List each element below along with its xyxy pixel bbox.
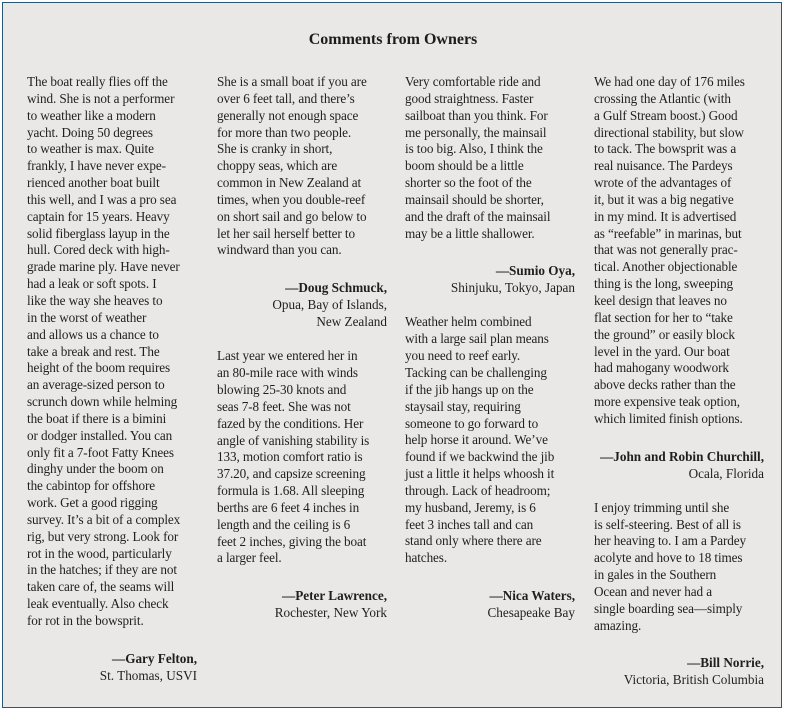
attribution xyxy=(405,262,575,296)
comment-line: found if we backwind the jib xyxy=(405,449,555,465)
attribution xyxy=(27,650,197,684)
owner-location: New Zealand xyxy=(316,314,387,330)
comment-line: rienced another boat built xyxy=(27,175,160,191)
comment-line: sailboat than you think. For xyxy=(405,107,548,123)
comment-line: crossing the Atlantic (with xyxy=(594,90,731,106)
comment-line: survey. It’s a bit of a complex xyxy=(27,511,181,527)
comment-line: you need to reef early. xyxy=(405,348,521,364)
comment-line: captain for 15 years. Heavy xyxy=(27,208,170,224)
comment-line: level in the yard. Our boat xyxy=(594,343,730,359)
comment-line: I enjoy trimming until she xyxy=(594,499,730,515)
comment-text xyxy=(217,348,387,567)
comment-line: amazing. xyxy=(594,617,642,633)
comment-line: height of the boom requires xyxy=(27,360,171,376)
comment-line: feet 2 inches, giving the boat xyxy=(217,533,367,549)
comment-line: times, when you double-reef xyxy=(217,191,366,207)
owner-location: Victoria, British Columbia xyxy=(623,672,764,688)
comment-line: had a leak or soft spots. I xyxy=(27,276,157,292)
comment-line: Ocean and never had a xyxy=(594,583,712,599)
comment-line: the cabintop for offshore xyxy=(27,478,155,494)
comment-line: generally not enough space xyxy=(217,107,359,123)
comment-line: that was not generally prac- xyxy=(594,242,738,258)
column-4 xyxy=(594,74,764,688)
comment-line: my husband, Jeremy, is 6 xyxy=(405,499,536,515)
owner-comment xyxy=(217,74,387,330)
owner-comment xyxy=(594,500,764,689)
owner-comment xyxy=(27,74,197,684)
owner-name: —Gary Felton, xyxy=(112,650,197,666)
comment-line: above decks rather than the xyxy=(594,377,736,393)
comment-line: seas 7-8 feet. She was not xyxy=(217,398,351,414)
attribution xyxy=(405,587,575,621)
comment-line: flat section for her to “take xyxy=(594,309,733,325)
owner-comment xyxy=(217,348,387,621)
comment-line: tical. Another objectionable xyxy=(594,259,738,275)
owner-location: Opua, Bay of Islands, xyxy=(272,297,387,313)
owner-location: Ocala, Florida xyxy=(688,465,764,481)
comment-spacer xyxy=(594,482,764,500)
owner-comment xyxy=(594,74,764,482)
comment-line: length and the ceiling is 6 xyxy=(217,516,351,532)
comment-line: keel design that leaves no xyxy=(594,292,727,308)
comment-line: She is a small boat if you are xyxy=(217,74,367,89)
column-3 xyxy=(405,74,575,621)
comment-line: which limited finish options. xyxy=(594,410,743,426)
comment-line: to weather is max. Quite xyxy=(27,141,154,157)
comment-line: an 80-mile race with winds xyxy=(217,365,358,381)
comment-line: if the jib hangs up on the xyxy=(405,381,534,397)
comment-line: let her sail herself better to xyxy=(217,225,355,241)
owner-location: Chesapeake Bay xyxy=(487,605,575,621)
owner-location: Rochester, New York xyxy=(274,605,387,621)
comment-line: shorter so the foot of the xyxy=(405,175,532,191)
comment-line: for rot in the bowsprit. xyxy=(27,613,144,628)
comment-line: boom should be a little xyxy=(405,158,524,174)
comment-line: common in New Zealand at xyxy=(217,175,362,191)
owner-location: St. Thomas, USVI xyxy=(99,667,197,683)
owner-location: Shinjuku, Tokyo, Japan xyxy=(450,280,575,296)
comment-text xyxy=(594,500,764,635)
column-1 xyxy=(27,74,197,684)
comment-line: feet 3 inches tall and can xyxy=(405,516,534,532)
comment-line: in gales in the Southern xyxy=(594,567,717,583)
comment-line: an average-sized person to xyxy=(27,377,165,393)
comment-spacer xyxy=(217,330,387,348)
comment-line: solid fiberglass layup in the xyxy=(27,225,170,241)
comment-line: single boarding sea—simply xyxy=(594,600,743,616)
comment-line: it, but it was a big negative xyxy=(594,191,734,207)
comment-line: angle of vanishing stability is xyxy=(217,432,370,448)
comment-line: as “reefable” in marinas, but xyxy=(594,225,742,241)
comment-line: The boat really flies off the xyxy=(27,74,168,89)
comment-line: hull. Cored deck with high- xyxy=(27,242,170,258)
comment-line: rot in the wood, particularly xyxy=(27,545,172,561)
owner-name: —Nica Waters, xyxy=(489,588,575,604)
comment-line: 37.20, and capsize screening xyxy=(217,466,366,482)
owner-name: —John and Robin Churchill, xyxy=(600,448,764,464)
comment-line: just a little it helps whoosh it xyxy=(405,466,555,482)
comment-line: hatches. xyxy=(405,550,448,566)
comment-line: wind. She is not a performer xyxy=(27,90,175,106)
owner-comment xyxy=(405,74,575,296)
owner-name: —Peter Lawrence, xyxy=(282,588,387,604)
comment-line: wrote of the advantages of xyxy=(594,175,732,191)
comment-line: leak eventually. Also check xyxy=(27,596,169,612)
comment-line: her heaving to. I am a Pardey xyxy=(594,533,746,549)
comment-line: scrunch down while helming xyxy=(27,394,178,410)
comment-line: Last year we entered her in xyxy=(217,348,358,364)
comment-line: mainsail should be shorter, xyxy=(405,191,544,207)
owner-comment xyxy=(405,314,575,621)
comment-line: or dodger installed. You can xyxy=(27,427,173,443)
section-title: Comments from Owners xyxy=(308,31,478,48)
comment-line: Tacking can be challenging xyxy=(405,364,547,380)
comment-line: like the way she heaves to xyxy=(27,292,163,308)
comment-line: more expensive teak option, xyxy=(594,394,740,410)
comment-line: over 6 feet tall, and there’s xyxy=(217,90,355,106)
comment-line: 133, motion comfort ratio is xyxy=(217,449,363,465)
comment-text xyxy=(405,74,575,242)
comment-text xyxy=(594,74,764,428)
comment-line: Very comfortable ride and xyxy=(405,74,541,89)
comment-line: a Gulf Stream boost.) Good xyxy=(594,107,738,123)
comment-line: formula is 1.68. All sleeping xyxy=(217,483,365,499)
comment-line: with a large sail plan means xyxy=(405,331,549,347)
comment-spacer xyxy=(405,296,575,314)
comment-line: taken care of, the seams will xyxy=(27,579,175,595)
comment-line: for more than two people. xyxy=(217,124,352,140)
comment-line: in the worst of weather xyxy=(27,309,147,325)
comment-text xyxy=(405,314,575,567)
comment-line: me personally, the mainsail xyxy=(405,124,547,140)
attribution xyxy=(217,587,387,621)
comment-line: fazed by the conditions. Her xyxy=(217,415,364,431)
owner-name: —Bill Norrie, xyxy=(687,655,764,671)
comment-line: the boat if there is a bimini xyxy=(27,410,167,426)
comment-line: and the draft of the mainsail xyxy=(405,208,551,224)
comment-line: to weather like a modern xyxy=(27,107,156,123)
comment-line: in my mind. It is advertised xyxy=(594,208,737,224)
comment-line: in the hatches; if they are not xyxy=(27,562,177,578)
comment-line: may be a little shallower. xyxy=(405,225,535,241)
comment-line: windward than you can. xyxy=(217,242,342,258)
owner-name: —Doug Schmuck, xyxy=(285,280,387,296)
comment-line: Weather helm combined xyxy=(405,314,532,330)
comment-line: help horse it around. We’ve xyxy=(405,432,548,448)
comment-line: this well, and I was a pro sea xyxy=(27,191,177,207)
comment-line: directional stability, but slow xyxy=(594,124,744,140)
comment-line: stand only where there are xyxy=(405,533,542,549)
comment-line: She is cranky in short, xyxy=(217,141,333,157)
comment-line: We had one day of 176 miles xyxy=(594,74,745,89)
comment-line: someone to go forward to xyxy=(405,415,539,431)
owner-name: —Sumio Oya, xyxy=(495,263,575,279)
comment-line: is self-steering. Best of all is xyxy=(594,516,741,532)
comment-line: through. Lack of headroom; xyxy=(405,482,551,498)
comment-line: only fit a 7-foot Fatty Knees xyxy=(27,444,174,460)
comment-line: and allows us a chance to xyxy=(27,326,159,342)
comment-line: work. Get a good rigging xyxy=(27,495,158,511)
comment-line: is too big. Also, I think the xyxy=(405,141,543,157)
comment-line: the ground” or easily block xyxy=(594,326,735,342)
comment-line: rig, but very strong. Look for xyxy=(27,528,179,544)
comment-line: to tack. The bowsprit was a xyxy=(594,141,737,157)
comment-line: had mahogany woodwork xyxy=(594,360,729,376)
comment-line: dinghy under the boom on xyxy=(27,461,164,477)
column-2 xyxy=(217,74,387,621)
attribution xyxy=(594,448,764,482)
comment-line: berths are 6 feet 4 inches in xyxy=(217,499,360,515)
comment-line: choppy seas, which are xyxy=(217,158,338,174)
comment-line: on short sail and go below to xyxy=(217,208,367,224)
comment-line: acolyte and hove to 18 times xyxy=(594,550,743,566)
comment-line: take a break and rest. The xyxy=(27,343,160,359)
comment-line: a larger feel. xyxy=(217,550,282,566)
comment-text xyxy=(217,74,387,259)
comment-line: thing is the long, sweeping xyxy=(594,276,734,292)
attribution xyxy=(217,279,387,330)
comment-line: real nuisance. The Pardeys xyxy=(594,158,733,174)
comment-line: good straightness. Faster xyxy=(405,90,534,106)
comment-line: yacht. Doing 50 degrees xyxy=(27,124,153,140)
comment-line: frankly, I have never expe- xyxy=(27,158,166,174)
comment-line: grade marine ply. Have never xyxy=(27,259,180,275)
comment-text xyxy=(27,74,197,630)
comment-line: staysail stay, requiring xyxy=(405,398,521,414)
comment-line: blowing 25-30 knots and xyxy=(217,381,347,397)
attribution xyxy=(594,654,764,688)
